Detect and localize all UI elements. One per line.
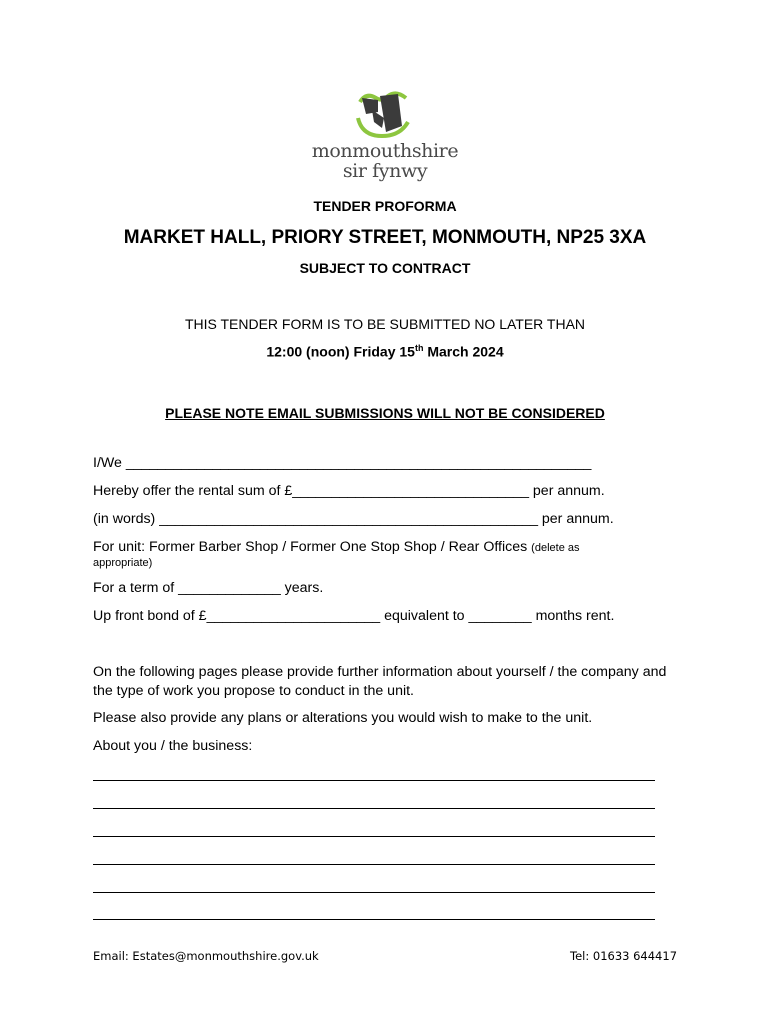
term-field[interactable]: For a term of _____________ years. <box>93 580 324 596</box>
deadline-intro: THIS TENDER FORM IS TO BE SUBMITTED NO LATER THAN <box>184 316 586 332</box>
answer-line[interactable] <box>93 836 655 837</box>
bond-field[interactable]: Up front bond of £______________________ equivalent to ________ months rent. <box>93 608 615 624</box>
answer-line[interactable] <box>93 892 655 893</box>
subject-to-contract: SUBJECT TO CONTRACT <box>299 260 471 276</box>
deadline-date-month: March 2024 <box>423 343 504 360</box>
about-label: About you / the business: <box>93 738 253 754</box>
answer-line[interactable] <box>93 808 655 809</box>
answer-line[interactable] <box>93 780 655 781</box>
email-submission-notice: PLEASE NOTE EMAIL SUBMISSIONS WILL NOT BE CONSIDERED <box>165 405 605 421</box>
logo-name-cy: sir fynwy <box>342 160 428 182</box>
plans-paragraph: Please also provide any plans or alterations you would wish to make to the unit. <box>93 710 593 726</box>
footer-email: Email: Estates@monmouthshire.gov.uk <box>93 949 319 963</box>
form-title: TENDER PROFORMA <box>313 198 457 214</box>
property-address-heading: MARKET HALL, PRIORY STREET, MONMOUTH, NP25 3XA <box>123 227 647 248</box>
info-paragraph: On the following pages please provide further information about yourself / the company and the type of work you propose to conduct in the unit. <box>93 664 667 699</box>
iwe-field[interactable]: I/We ___________________________________________________________ <box>93 455 592 471</box>
rental-offer-field[interactable]: Hereby offer the rental sum of £______________________________ per annum. <box>93 483 605 499</box>
monmouthshire-logo-icon <box>352 88 414 140</box>
footer-telephone: Tel: 01633 644417 <box>570 949 678 963</box>
deadline-date-main: 12:00 (noon) Friday 15 <box>266 343 415 360</box>
answer-line[interactable] <box>93 864 655 865</box>
deadline-date <box>0 343 770 360</box>
unit-selection[interactable] <box>93 539 579 555</box>
logo-name-en: monmouthshire <box>311 140 459 162</box>
unit-options[interactable]: For unit: Former Barber Shop / Former One Stop Shop / Rear Offices <box>93 539 528 555</box>
unit-note-continued: appropriate) <box>93 557 153 569</box>
deadline-date-suffix: th <box>414 343 424 353</box>
answer-line[interactable] <box>93 919 655 920</box>
rental-words-field[interactable]: (in words) ________________________________________________ per annum. <box>93 511 614 527</box>
unit-note: (delete as <box>531 542 580 554</box>
